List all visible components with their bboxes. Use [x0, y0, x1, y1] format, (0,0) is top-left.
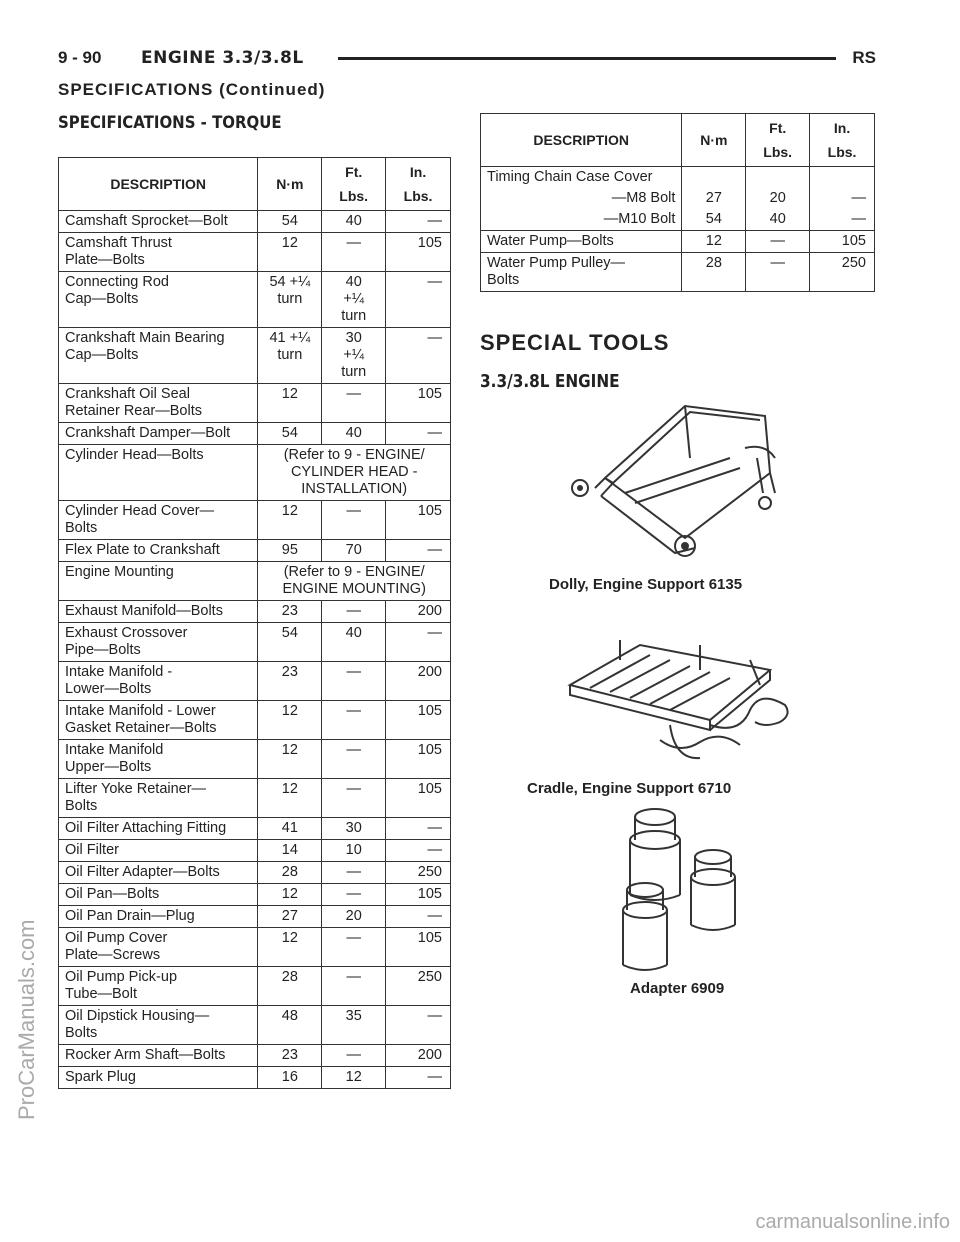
- cell-description: Oil Dipstick Housing— Bolts: [59, 1006, 258, 1045]
- cell-in-lbs: —: [386, 840, 451, 862]
- cell-nm: 28: [682, 253, 746, 292]
- cell-ft-lbs: 35: [322, 1006, 386, 1045]
- cell-nm: 28: [258, 862, 322, 884]
- cell-nm: 23: [258, 662, 322, 701]
- header-code: RS: [852, 48, 876, 67]
- cell-reference-note: (Refer to 9 - ENGINE/ CYLINDER HEAD - INSTALLATION): [258, 445, 451, 501]
- cell-nm: 41 +¼ turn: [258, 328, 322, 384]
- cell-ft-lbs: 70: [322, 540, 386, 562]
- table-row: [59, 423, 451, 445]
- cell-ft-lbs: 20: [746, 188, 810, 209]
- cell-nm: 12: [258, 384, 322, 423]
- table-row: [481, 209, 875, 231]
- cell-in-lbs: —: [386, 818, 451, 840]
- cell-description: Lifter Yoke Retainer— Bolts: [59, 779, 258, 818]
- table-row: [59, 1067, 451, 1089]
- col-in-lbs: In. Lbs.: [386, 158, 451, 211]
- cell-in-lbs: 105: [386, 501, 451, 540]
- cell-nm: 14: [258, 840, 322, 862]
- cell-nm: 48: [258, 1006, 322, 1045]
- cell-description: Exhaust Crossover Pipe—Bolts: [59, 623, 258, 662]
- cell-description: Water Pump Pulley— Bolts: [481, 253, 682, 292]
- cell-ft-lbs: —: [322, 928, 386, 967]
- cell-ft-lbs: —: [322, 1045, 386, 1067]
- col-in-lbs: In. Lbs.: [810, 114, 875, 167]
- cell-in-lbs: 105: [386, 740, 451, 779]
- header-rule: [338, 57, 836, 60]
- cell-ft-lbs: —: [322, 862, 386, 884]
- cell-in-lbs: —: [386, 211, 451, 233]
- table-row: [59, 701, 451, 740]
- cell-description: Rocker Arm Shaft—Bolts: [59, 1045, 258, 1067]
- engine-subtitle: 3.3/3.8L ENGINE: [480, 371, 620, 392]
- cell-nm: 23: [258, 601, 322, 623]
- cell-ft-lbs: 40: [746, 209, 810, 231]
- page-number: 9 - 90: [58, 48, 102, 67]
- cell-in-lbs: —: [386, 328, 451, 384]
- table-row: [59, 1045, 451, 1067]
- cell-description: Crankshaft Damper—Bolt: [59, 423, 258, 445]
- table-row: [59, 623, 451, 662]
- cell-nm: 54 +¼ turn: [258, 272, 322, 328]
- cell-nm: 12: [258, 928, 322, 967]
- cell-in-lbs: 200: [386, 601, 451, 623]
- table-row: [59, 501, 451, 540]
- cell-in-lbs: 200: [386, 662, 451, 701]
- cell-ft-lbs: 30 +¼ turn: [322, 328, 386, 384]
- cell-ft-lbs: —: [322, 967, 386, 1006]
- cell-in-lbs: —: [386, 623, 451, 662]
- cell-in-lbs: 200: [386, 1045, 451, 1067]
- cell-nm: 12: [258, 740, 322, 779]
- tool-caption-cradle: Cradle, Engine Support 6710: [527, 780, 732, 797]
- torque-table-right: [480, 113, 875, 292]
- adapter-illustration: [615, 805, 755, 975]
- table-row: [59, 967, 451, 1006]
- cell-nm: 54: [682, 209, 746, 231]
- cell-description: Oil Filter Adapter—Bolts: [59, 862, 258, 884]
- cell-ft-lbs: —: [322, 740, 386, 779]
- torque-table-left: [58, 157, 451, 1089]
- table-row: [59, 233, 451, 272]
- cell-description: Cylinder Head—Bolts: [59, 445, 258, 501]
- tool-caption-dolly: Dolly, Engine Support 6135: [549, 576, 743, 593]
- table-row: [59, 884, 451, 906]
- cell-nm: 54: [258, 211, 322, 233]
- cell-ft-lbs: 20: [322, 906, 386, 928]
- cell-description: Crankshaft Main Bearing Cap—Bolts: [59, 328, 258, 384]
- cell-ft-lbs: —: [322, 779, 386, 818]
- cell-in-lbs: —: [386, 423, 451, 445]
- cell-ft-lbs: —: [746, 231, 810, 253]
- col-ft-lbs: Ft. Lbs.: [322, 158, 386, 211]
- cell-ft-lbs: —: [746, 253, 810, 292]
- cell-nm: 54: [258, 423, 322, 445]
- cradle-illustration: [560, 630, 800, 770]
- cell-ft-lbs: —: [322, 501, 386, 540]
- table-row: [481, 188, 875, 209]
- cell-ft-lbs: 40: [322, 423, 386, 445]
- cell-description: Intake Manifold - Lower—Bolts: [59, 662, 258, 701]
- cell-description: Timing Chain Case Cover: [481, 167, 682, 189]
- cell-ft-lbs: —: [322, 233, 386, 272]
- col-description: DESCRIPTION: [59, 158, 258, 211]
- cell-reference-note: (Refer to 9 - ENGINE/ ENGINE MOUNTING): [258, 562, 451, 601]
- watermark-bottom: carmanualsonline.info: [755, 1211, 950, 1233]
- table-row: [59, 1006, 451, 1045]
- cell-ft-lbs: —: [322, 662, 386, 701]
- cell-nm: 12: [682, 231, 746, 253]
- table-row: [59, 840, 451, 862]
- cell-in-lbs: 105: [386, 701, 451, 740]
- watermark-left: ProCarManuals.com: [14, 919, 39, 1120]
- table-row: [59, 601, 451, 623]
- cell-description: Oil Pan—Bolts: [59, 884, 258, 906]
- cell-description: Crankshaft Oil Seal Retainer Rear—Bolts: [59, 384, 258, 423]
- cell-in-lbs: 105: [386, 884, 451, 906]
- cell-description: Cylinder Head Cover— Bolts: [59, 501, 258, 540]
- cell-nm: 16: [258, 1067, 322, 1089]
- cell-in-lbs: 250: [386, 967, 451, 1006]
- table-row: [59, 445, 451, 501]
- cell-description: Oil Filter Attaching Fitting: [59, 818, 258, 840]
- cell-nm: 41: [258, 818, 322, 840]
- col-nm: N·m: [258, 158, 322, 211]
- cell-in-lbs: —: [386, 1067, 451, 1089]
- table-row: [59, 211, 451, 233]
- cell-ft-lbs: 10: [322, 840, 386, 862]
- col-description: DESCRIPTION: [481, 114, 682, 167]
- torque-title: SPECIFICATIONS - TORQUE: [58, 113, 282, 133]
- cell-ft-lbs: —: [322, 601, 386, 623]
- table-row: [481, 167, 875, 189]
- cell-description: Intake Manifold Upper—Bolts: [59, 740, 258, 779]
- cell-in-lbs: 105: [810, 231, 875, 253]
- header-engine: ENGINE 3.3/3.8L: [141, 48, 304, 68]
- cell-nm: 27: [682, 188, 746, 209]
- cell-in-lbs: [810, 167, 875, 189]
- page-header: [58, 48, 876, 72]
- table-row: [59, 818, 451, 840]
- table-row: [59, 384, 451, 423]
- cell-ft-lbs: —: [322, 384, 386, 423]
- cell-nm: 12: [258, 233, 322, 272]
- table-row: [59, 562, 451, 601]
- continued-title: SPECIFICATIONS (Continued): [58, 80, 326, 99]
- cell-in-lbs: —: [386, 272, 451, 328]
- table-row: [481, 231, 875, 253]
- cell-nm: 12: [258, 701, 322, 740]
- cell-ft-lbs: 12: [322, 1067, 386, 1089]
- cell-ft-lbs: —: [322, 884, 386, 906]
- table-header-row: [481, 114, 875, 167]
- table-row: [59, 906, 451, 928]
- table-header-row: [59, 158, 451, 211]
- table-row: [59, 779, 451, 818]
- table-row: [59, 540, 451, 562]
- cell-in-lbs: 105: [386, 384, 451, 423]
- cell-description: Exhaust Manifold—Bolts: [59, 601, 258, 623]
- cell-nm: 12: [258, 884, 322, 906]
- cell-nm: 12: [258, 501, 322, 540]
- cell-in-lbs: 105: [386, 928, 451, 967]
- cell-description: Connecting Rod Cap—Bolts: [59, 272, 258, 328]
- table-row: [481, 253, 875, 292]
- col-nm: N·m: [682, 114, 746, 167]
- cell-ft-lbs: 30: [322, 818, 386, 840]
- cell-description: Oil Filter: [59, 840, 258, 862]
- cell-in-lbs: 105: [386, 233, 451, 272]
- cell-in-lbs: —: [386, 540, 451, 562]
- cell-description: Water Pump—Bolts: [481, 231, 682, 253]
- cell-nm: 54: [258, 623, 322, 662]
- cell-nm: 27: [258, 906, 322, 928]
- table-row: [59, 928, 451, 967]
- dolly-illustration: [565, 398, 805, 568]
- cell-nm: 23: [258, 1045, 322, 1067]
- table-row: [59, 328, 451, 384]
- cell-in-lbs: 250: [386, 862, 451, 884]
- cell-nm: 95: [258, 540, 322, 562]
- cell-description: Engine Mounting: [59, 562, 258, 601]
- cell-in-lbs: —: [810, 188, 875, 209]
- cell-nm: [682, 167, 746, 189]
- tool-caption-adapter: Adapter 6909: [630, 980, 725, 997]
- cell-in-lbs: —: [386, 1006, 451, 1045]
- table-row: [59, 272, 451, 328]
- cell-description: Oil Pan Drain—Plug: [59, 906, 258, 928]
- cell-ft-lbs: 40: [322, 623, 386, 662]
- cell-description: Intake Manifold - Lower Gasket Retainer—Bolts: [59, 701, 258, 740]
- special-tools-title: SPECIAL TOOLS: [480, 330, 670, 355]
- cell-description: —M10 Bolt: [481, 209, 682, 231]
- cell-description: —M8 Bolt: [481, 188, 682, 209]
- cell-description: Camshaft Sprocket—Bolt: [59, 211, 258, 233]
- cell-ft-lbs: 40: [322, 211, 386, 233]
- cell-ft-lbs: [746, 167, 810, 189]
- cell-ft-lbs: 40 +¼ turn: [322, 272, 386, 328]
- cell-in-lbs: 105: [386, 779, 451, 818]
- cell-description: Oil Pump Pick-up Tube—Bolt: [59, 967, 258, 1006]
- cell-ft-lbs: —: [322, 701, 386, 740]
- cell-in-lbs: —: [386, 906, 451, 928]
- cell-nm: 28: [258, 967, 322, 1006]
- table-row: [59, 862, 451, 884]
- cell-in-lbs: 250: [810, 253, 875, 292]
- table-row: [59, 662, 451, 701]
- table-row: [59, 740, 451, 779]
- cell-description: Camshaft Thrust Plate—Bolts: [59, 233, 258, 272]
- cell-in-lbs: —: [810, 209, 875, 231]
- cell-description: Flex Plate to Crankshaft: [59, 540, 258, 562]
- col-ft-lbs: Ft. Lbs.: [746, 114, 810, 167]
- cell-nm: 12: [258, 779, 322, 818]
- cell-description: Oil Pump Cover Plate—Screws: [59, 928, 258, 967]
- cell-description: Spark Plug: [59, 1067, 258, 1089]
